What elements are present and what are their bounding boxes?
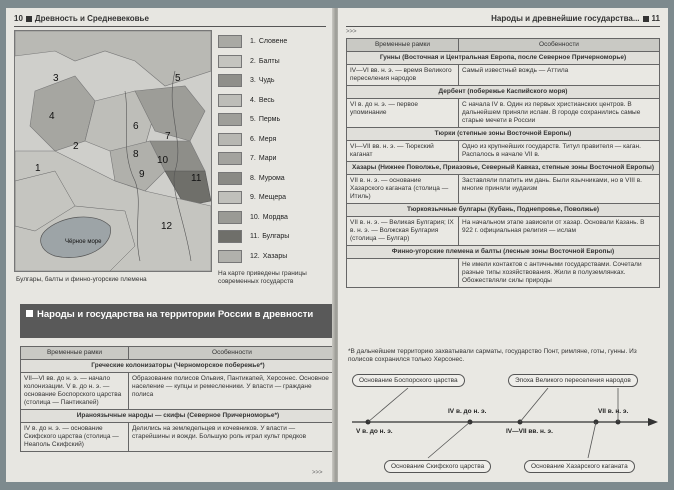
feature-cell: Одно из крупнейших государств. Титул правителя — каган. Распалось в начале VII в. (459, 141, 660, 162)
legend-label: Булгары (262, 233, 290, 241)
legend-number: 6. (250, 135, 256, 143)
date-cell: VII—VI вв. до н. э. — начало колонизации. V в. до н. э. — основание Боспорского царства (столица — Пантикапей) (21, 373, 129, 410)
table-band-row (347, 162, 660, 175)
table-row (21, 373, 335, 410)
band-cell: Хазары (Нижнее Поволжье, Приазовье, Северный Кавказ, степные зоны Восточной Европы) (347, 162, 660, 175)
map-graphic (15, 31, 211, 271)
legend-swatch (218, 113, 242, 126)
table-row (347, 175, 660, 204)
legend-swatch (218, 152, 242, 165)
right-page-number: 11 (651, 14, 660, 23)
feature-cell: С начала IV в. Один из первых христианских центров. В дальнейшем приняли ислам. В городе сохранились самые старые мечети в России (459, 99, 660, 128)
legend-swatch (218, 74, 242, 87)
legend-item (218, 227, 330, 247)
legend-label: Весь (258, 96, 275, 104)
section-title-bar (20, 304, 334, 338)
legend-swatch (218, 172, 242, 185)
legend-item (218, 32, 330, 52)
map-region-label: 3 (53, 73, 59, 84)
left-running-head-text: Древность и Средневековье (34, 14, 149, 23)
band-cell: Тюркоязычные булгары (Кубань, Поднепровье, Поволжье) (347, 204, 660, 217)
legend-item (218, 91, 330, 111)
legend-label: Мещера (258, 194, 287, 202)
band-cell: Финно-угорские племена и балты (лесные зоны Восточной Европы) (347, 246, 660, 259)
right-page (338, 8, 668, 482)
legend-number: 5. (250, 116, 256, 124)
legend-item (218, 110, 330, 130)
legend-note: На карте приведены границы современных государств (218, 270, 307, 285)
map-region-label: 12 (161, 221, 173, 232)
table-band-row (347, 204, 660, 217)
legend-number: 10. (250, 213, 260, 221)
legend-number: 9. (250, 194, 256, 202)
feature-cell: На начальном этапе зависели от хазар. Основали Казань. В 922 г. официальная религия — ислам (459, 217, 660, 246)
date-cell: VII в. н. э. — основание Хазарского каганата (столица — Итиль) (347, 175, 459, 204)
left-head-rule (14, 26, 326, 27)
legend-swatch (218, 133, 242, 146)
timeline-axis (348, 386, 664, 460)
table-row (347, 259, 660, 288)
legend-label: Мордва (262, 213, 288, 221)
sea-label: Чёрное море (65, 239, 102, 245)
date-cell: VI в. до н. э. — первое упоминание (347, 99, 459, 128)
left-page (6, 8, 334, 482)
map-region-label: 6 (133, 121, 139, 132)
right-running-head-text: Народы и древнейшие государства... (491, 14, 640, 23)
map-region-label: 8 (133, 149, 139, 160)
feature-cell: Образование полисов Ольвия, Пантикапей, Херсонес. Основное население — купцы и ремесленники. У власти — граждане полиса (129, 373, 335, 410)
map-caption: Булгары, балты и финно-угорские племена (16, 276, 147, 283)
legend-number: 4. (250, 96, 256, 104)
footnote: *В дальнейшем территорию захватывали сарматы, государство Понт, римляне, готы, гунны. Из полисов сохранился только Херсонес. (348, 348, 637, 363)
table-band-row (21, 360, 335, 373)
date-cell: VI—VII вв. н. э. — Тюркский каганат (347, 141, 459, 162)
map-region-label: 10 (157, 155, 169, 166)
map-region-label: 7 (165, 131, 171, 142)
legend-number: 3. (250, 77, 256, 85)
square-icon (26, 310, 33, 317)
legend-item (218, 71, 330, 91)
table-band-row (21, 410, 335, 423)
column-header: Особенности (129, 347, 335, 360)
feature-cell: Делились на земледельцев и кочевников. У власти — старейшины и вожди. Большую роль играл культ предков (129, 423, 335, 452)
table-row (347, 141, 660, 162)
table-band-row (347, 52, 660, 65)
map-legend (218, 32, 330, 286)
feature-cell: Не имели контактов с античными государствами. Сочетали разные типы хозяйствования. Жили в полуземлянках. Обожествляли силы природы (459, 259, 660, 288)
legend-label: Хазары (262, 252, 288, 260)
map-region-label: 11 (191, 173, 202, 184)
timeline-date: VII в. н. э. (598, 408, 629, 415)
legend-item (218, 188, 330, 208)
legend-swatch (218, 35, 242, 48)
legend-label: Мари (258, 155, 277, 163)
legend-item (218, 208, 330, 228)
legend-item (218, 52, 330, 72)
timeline-event-box: Основание Скифского царства (384, 460, 491, 473)
legend-item (218, 247, 330, 267)
feature-cell: Самый известный вождь — Аттила (459, 65, 660, 86)
date-cell: IV в. до н. э. — основание Скифского царства (столица — Неаполь Скифский) (21, 423, 129, 452)
legend-item (218, 169, 330, 189)
legend-item (218, 149, 330, 169)
legend-swatch (218, 211, 242, 224)
right-running-head (491, 14, 660, 23)
feature-cell: Заставляли платить им дань. Были язычниками, но в VIII в. многие приняли иудаизм (459, 175, 660, 204)
legend-number: 8. (250, 174, 256, 182)
legend-swatch (218, 230, 242, 243)
legend-swatch (218, 94, 242, 107)
legend-label: Балты (258, 57, 280, 65)
legend-number: 12. (250, 252, 260, 260)
right-table (346, 38, 660, 288)
table-row (347, 217, 660, 246)
timeline-event-box: Основание Боспорского царства (352, 374, 465, 387)
legend-item (218, 130, 330, 150)
legend-number: 11. (250, 233, 260, 241)
table-row (347, 65, 660, 86)
table-band-row (347, 246, 660, 259)
legend-label: Меря (258, 135, 277, 143)
continue-mark: >>> (346, 29, 357, 35)
legend-label: Чудь (258, 77, 275, 85)
column-header: Временные рамки (21, 347, 129, 360)
square-icon (643, 16, 649, 22)
timeline-date: IV—VII вв. н. э. (506, 428, 553, 435)
table-band-row (347, 128, 660, 141)
map-region-label: 2 (73, 141, 79, 152)
square-icon (26, 16, 32, 22)
left-running-head (14, 14, 149, 23)
timeline-event-box: Эпоха Великого переселения народов (508, 374, 638, 387)
map-region-label: 9 (139, 169, 145, 180)
historical-map (14, 30, 212, 272)
section-title: Народы и государства на территории России в древности (37, 309, 314, 320)
column-header: Временные рамки (347, 39, 459, 52)
date-cell (347, 259, 459, 288)
legend-label: Пермь (258, 116, 281, 124)
column-header: Особенности (459, 39, 660, 52)
timeline-date: IV в. до н. э. (448, 408, 487, 415)
band-cell: Ираноязычные народы — скифы (Северное Причерноморье*) (21, 410, 335, 423)
table-header-row (347, 39, 660, 52)
band-cell: Дербент (побережье Каспийского моря) (347, 86, 660, 99)
map-region-label: 5 (175, 73, 181, 84)
legend-swatch (218, 250, 242, 263)
map-region-label: 4 (49, 111, 55, 122)
legend-number: 1. (250, 38, 256, 46)
date-cell: IV—VI вв. н. э. — время Великого переселения народов (347, 65, 459, 86)
legend-swatch (218, 55, 242, 68)
table-band-row (347, 86, 660, 99)
legend-label: Словене (258, 38, 288, 46)
table-row (347, 99, 660, 128)
left-table (20, 346, 334, 452)
legend-label: Мурома (258, 174, 285, 182)
left-page-number: 10 (14, 14, 23, 23)
legend-number: 7. (250, 155, 256, 163)
legend-number: 2. (250, 57, 256, 65)
timeline-event-box: Основание Хазарского каганата (524, 460, 635, 473)
date-cell: VII в. н. э. — Великая Булгария; IX в. н. э. — Волжская Булгария (столица — Булгар) (347, 217, 459, 246)
table-header-row (21, 347, 335, 360)
table-row (21, 423, 335, 452)
right-head-rule (346, 26, 660, 27)
band-cell: Греческие колонизаторы (Черноморское побережье*) (21, 360, 335, 373)
band-cell: Гунны (Восточная и Центральная Европа, после Северное Причерноморье) (347, 52, 660, 65)
map-region-label: 1 (35, 163, 41, 174)
legend-swatch (218, 191, 242, 204)
continue-mark: >>> (312, 470, 323, 476)
timeline-date: V в. до н. э. (356, 428, 393, 435)
band-cell: Тюрки (степные зоны Восточной Европы) (347, 128, 660, 141)
